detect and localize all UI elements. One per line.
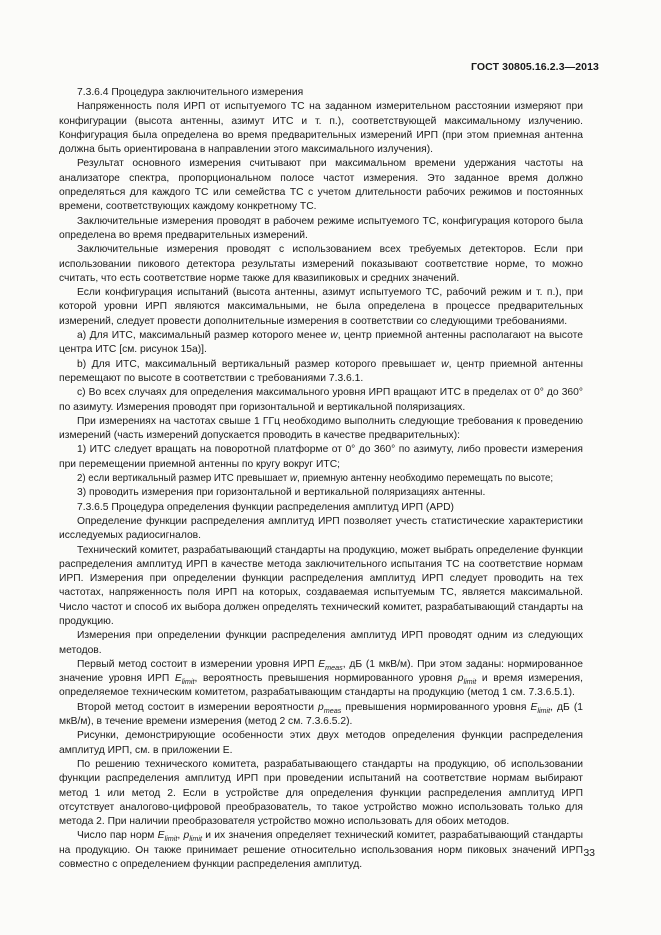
list-item-c: c) Во всех случаях для определения максимального уровня ИРП вращают ИТС в пределах от 0° до 360° по азимуту. Измерения проводят при горизонтальной и вертикальной поляризациях. (59, 387, 583, 413)
paragraph: При измерениях на частотах свыше 1 ГГц необходимо выполнить следующие требования к проведению измерений (часть измерений допускается проводить в качестве предварительных): (59, 415, 583, 442)
document-id-header: ГОСТ 30805.16.2.3—2013 (471, 61, 599, 73)
paragraph: Рисунки, демонстрирующие особенности этих двух методов определения функции распределения амплитуд ИРП, см. в приложении Е. (59, 730, 583, 756)
paragraph: Напряженность поля ИРП от испытуемого ТС на заданном измерительном расстоянии измеряют при конфигурации (высота антенны, азимут ИТС и т. п.), соответствующей максимальному излучению. Конфигурация была определена во время предварительных измерений ИРП (при этом приемная антенна должна быть ориентирована в направлении этого максимального излучения). (59, 101, 583, 156)
paragraph: Если конфигурация испытаний (высота антенны, азимут испытуемого ТС, рабочий режим и т. п.), при которой уровни ИРП являются максимальными, не была определена в процессе предварительных измерений, следует провести дополнительные измерения в соответствии со следующими требованиями. (59, 287, 583, 327)
list-item-b: b) Для ИТС, максимальный вертикальный размер которого превышает w, центр приемной антенны перемещают по высоте в соответствии с требованиями 7.3.6.1. (59, 358, 583, 384)
paragraph: Заключительные измерения проводят в рабочем режиме испытуемого ТС, конфигурация которого была определена во время предварительных измерений. (59, 215, 583, 241)
paragraph-method-2: Второй метод состоит в измерении вероятности $p_{meas}$ превышения нормированного уровня $E_{limit}$, дБ (1 мкВ/м), в течение времени измерения (метод 2 см. 7.3.6.5.2). (59, 701, 583, 728)
paragraph: Результат основного измерения считывают при максимальном времени удержания частоты на анализаторе спектра, пропорциональном полосе частот измерения. Это заданное время должно определяться для каждого ТС или семейства ТС с учетом длительности рабочих режимов и постоянных времени, соответствующих каждому конкретному ТС. (59, 158, 583, 213)
paragraph: Измерения при определении функции распределения амплитуд ИРП проводят одним из следующих методов. (59, 630, 583, 656)
document-body (59, 86, 583, 872)
list-item-2: 2) если вертикальный размер ИТС превышает w, приемную антенну необходимо перемещать по высоте; (77, 473, 554, 485)
paragraph-method-1: Первый метод состоит в измерении уровня ИРП $E_{meas}$, дБ (1 мкВ/м). При этом заданы: нормированное значение уровня ИРП $E_{limit}$, вероятность превышения нормированного уровня $p_{limit}$ и время измерения, определяемое техническим комитетом, разрабатывающим стандарты на продукцию (метод 1 см. 7.3.6.5.1). (59, 658, 583, 699)
paragraph: Число пар норм $E_{limit}$, $p_{limit}$ и их значения определяет технический комитет, разрабатывающий стандарты на продукцию. Он также принимает решение относительно использования норм пиковых значений ИРП совместно с определением функции распределения амплитуд. (59, 830, 583, 871)
list-item-a: a) Для ИТС, максимальный размер которого менее w, центр приемной антенны располагают на высоте центра ИТС [см. рисунок 15а)]. (59, 330, 583, 356)
section-heading-7-3-6-4: 7.3.6.4 Процедура заключительного измерения (77, 87, 304, 98)
paragraph: Технический комитет, разрабатывающий стандарты на продукцию, может выбрать определение функции распределения амплитуд ИРП в качестве метода заключительного испытания ТС на соответствие нормам ИРП. Измерения при определении функции распределения амплитуд ИРП следует проводить на тех частотах, напряженность поля ИРП на которых, создаваемая испытуемым ТС, является максимальной. Число частот и способ их выбора должен определять технический комитет, разрабатывающий стандарты на продукцию. (59, 544, 583, 627)
paragraph: Определение функции распределения амплитуд ИРП позволяет учесть статистические характеристики исследуемых радиосигналов. (59, 515, 583, 542)
section-heading-7-3-6-5: 7.3.6.5 Процедура определения функции распределения амплитуд ИРП (APD) (77, 501, 454, 513)
list-item-3: 3) проводить измерения при горизонтальной и вертикальной поляризациях антенны. (77, 487, 486, 499)
paragraph: Заключительные измерения проводят с использованием всех требуемых детекторов. Если при использовании пикового детектора результаты измерений показывают соответствие норме, то можно считать, что есть соответствие норме также для квазипиковых и средних значений. (59, 244, 583, 284)
paragraph: По решению технического комитета, разрабатывающего стандарты на продукцию, об использовании функции распределения амплитуд ИРП при проведении испытаний на соответствие нормам выбирают метод 1 или метод 2. Если в устройстве для определения функции распределения амплитуд ИРП отсутствует аналогово-цифровой преобразователь, то такое устройство можно использовать только для метода 2. При наличии преобразователя устройство можно использовать для обоих методов. (59, 758, 583, 828)
page-number: 33 (583, 847, 595, 859)
list-item-1: 1) ИТС следует вращать на поворотной платформе от 0° до 360° по азимуту, либо провести измерения при перемещении приемной антенны по кругу вокруг ИТС; (59, 444, 583, 470)
